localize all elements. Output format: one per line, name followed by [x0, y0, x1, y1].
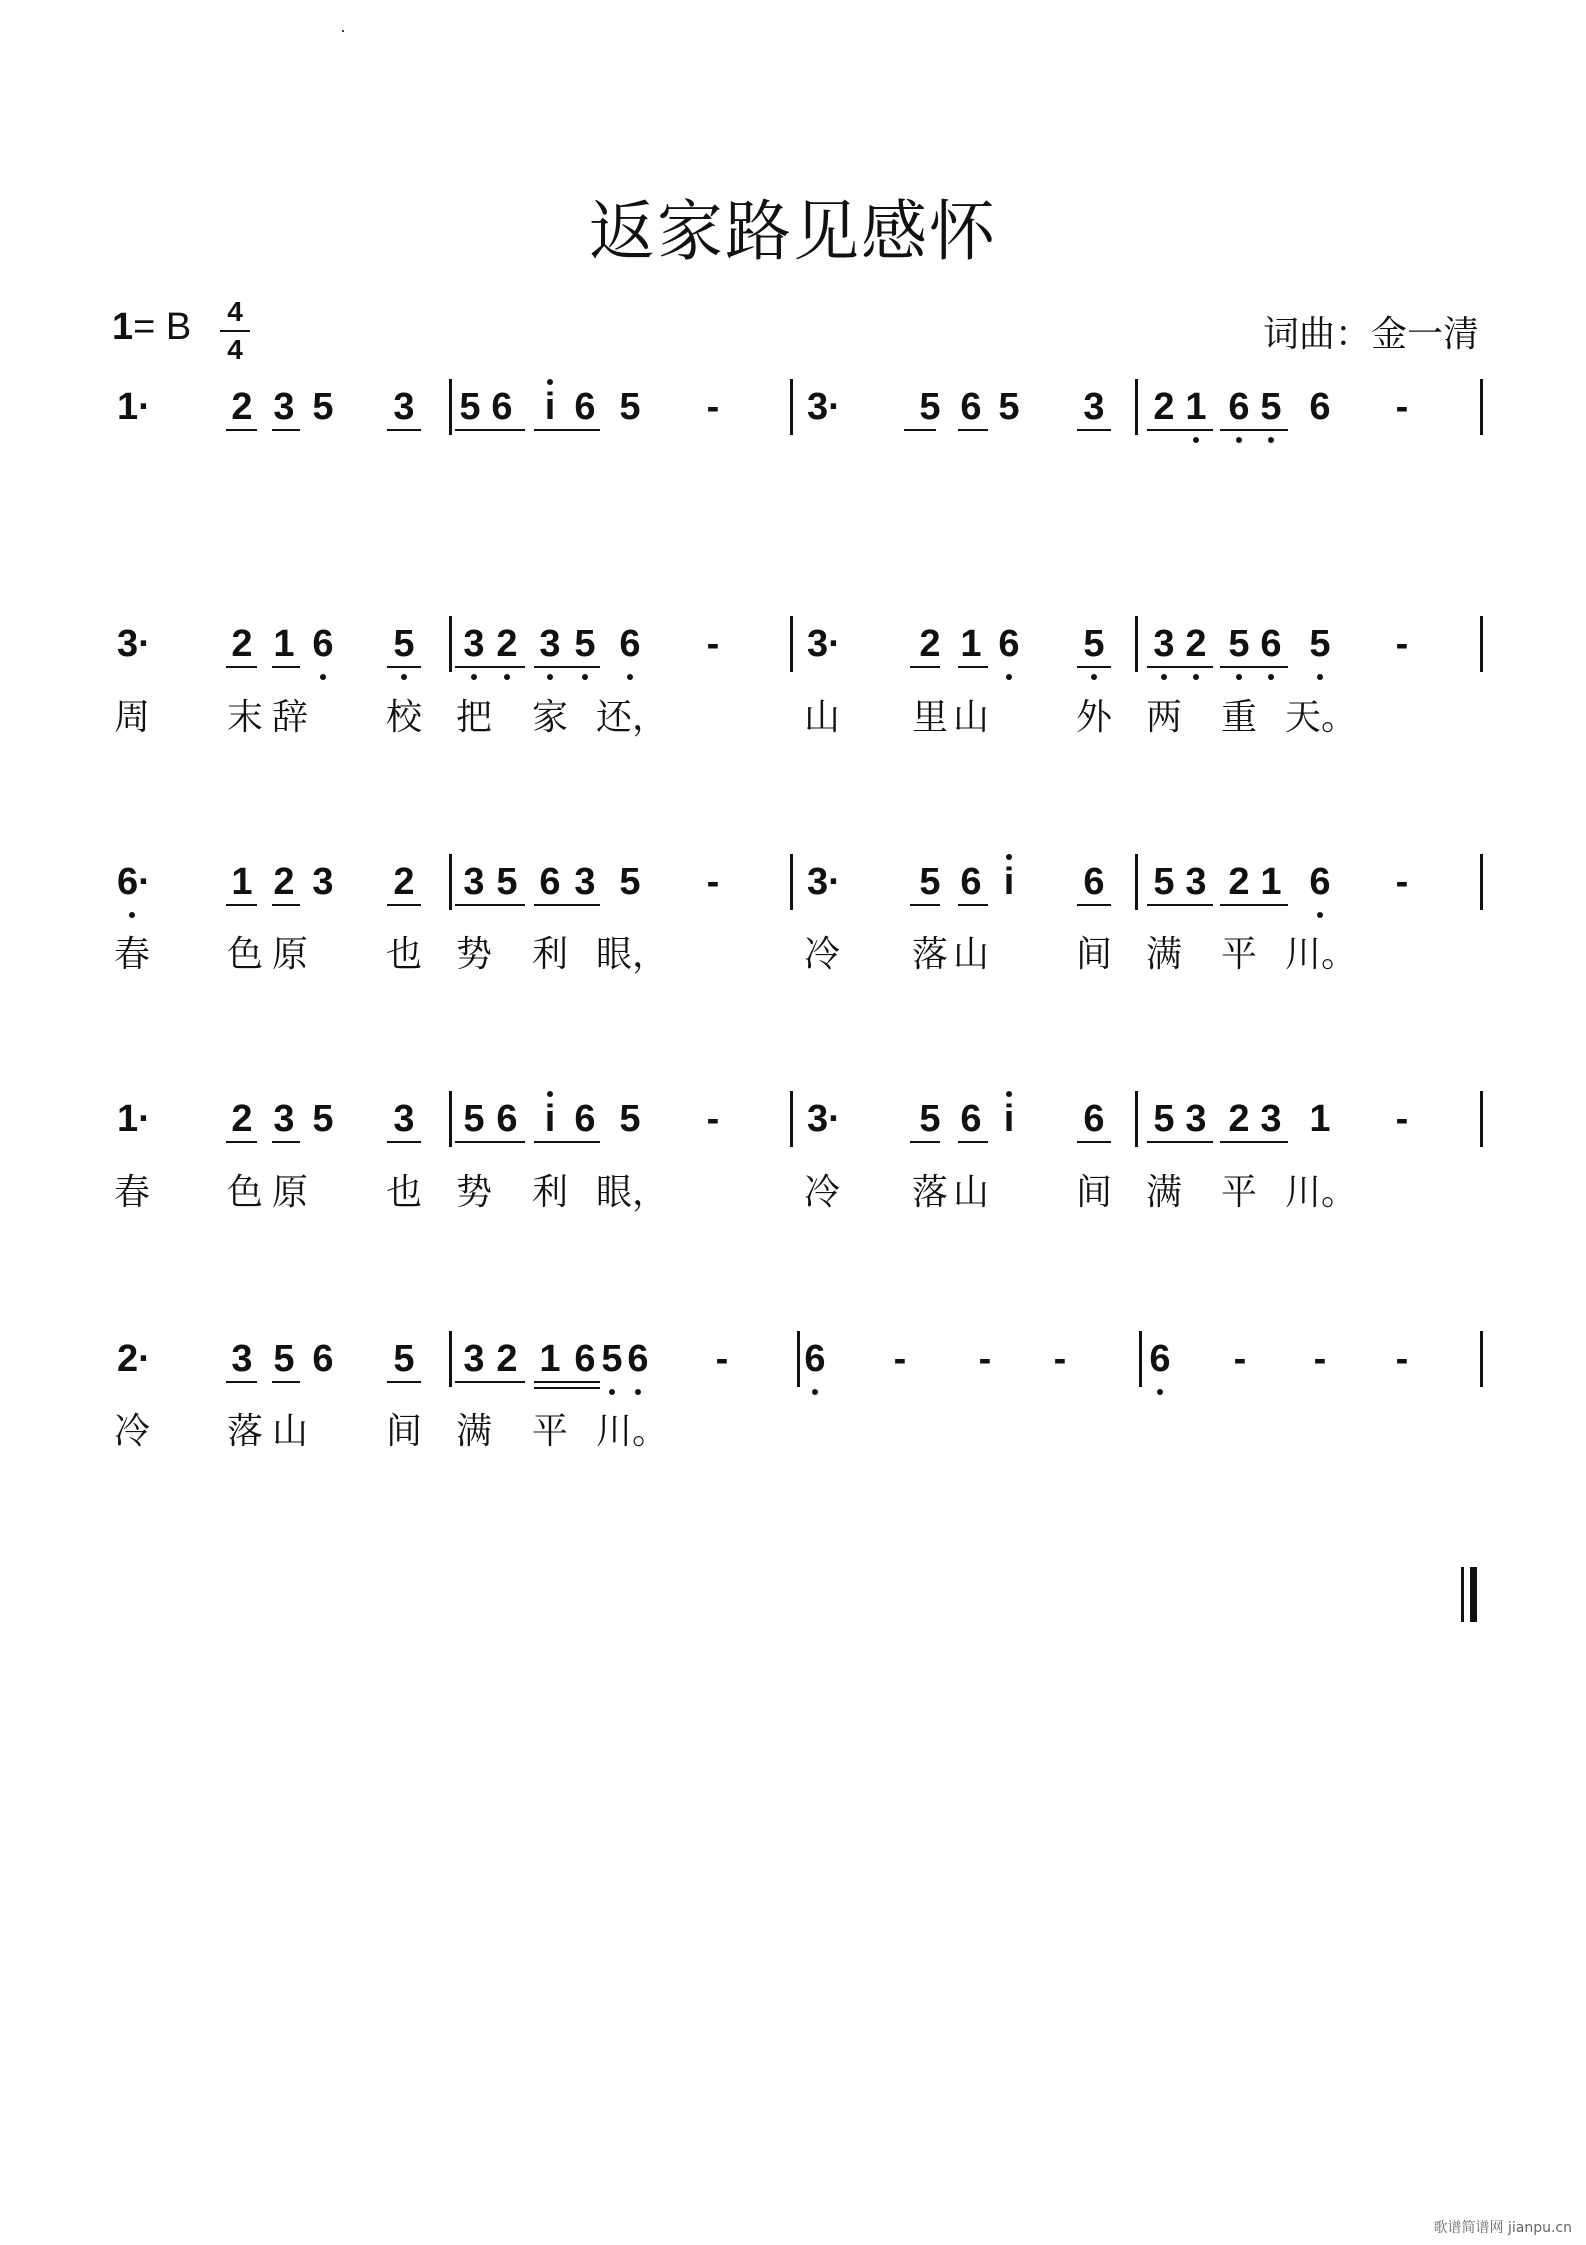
- barline: [797, 1331, 800, 1387]
- underline: [226, 429, 257, 431]
- dash-note: -: [1053, 1338, 1067, 1380]
- scan-speck: [342, 30, 344, 32]
- low-octave-dot: [1236, 437, 1242, 443]
- lyric-syllable: 间: [1075, 1172, 1112, 1213]
- note: 3: [1153, 623, 1175, 665]
- note: 6: [1309, 861, 1331, 903]
- lyric-syllable: 周: [113, 697, 150, 738]
- note: 6: [574, 386, 596, 428]
- score-system: [0, 1097, 1586, 1157]
- note: 1·: [117, 386, 151, 428]
- dash-note: -: [1395, 623, 1409, 665]
- underline: [534, 1141, 600, 1143]
- underline: [1147, 1141, 1213, 1143]
- note: 3: [463, 1338, 485, 1380]
- lyric-syllable: 满: [1145, 1172, 1182, 1213]
- low-octave-dot: [504, 674, 510, 680]
- lyric-syllable: 眼，: [596, 1172, 669, 1213]
- note: 5: [919, 386, 941, 428]
- note: 1: [1260, 861, 1282, 903]
- underline: [1220, 1141, 1288, 1143]
- key-equals: =: [133, 306, 156, 348]
- note: 5: [619, 861, 641, 903]
- note: 5: [459, 386, 481, 428]
- lyric-syllable: 山: [803, 697, 840, 738]
- score-system: [0, 385, 1586, 445]
- note: 5: [619, 386, 641, 428]
- underline: [534, 1381, 600, 1383]
- note: 3·: [117, 623, 151, 665]
- note: 2: [393, 861, 415, 903]
- lyric-syllable: 势: [455, 934, 492, 975]
- low-octave-dot: [609, 1389, 615, 1395]
- lyric-syllable: 色: [226, 1172, 263, 1213]
- note: 6: [1260, 623, 1282, 665]
- note: 5: [496, 861, 518, 903]
- note: 1: [539, 1338, 561, 1380]
- note: 6: [998, 623, 1020, 665]
- barline: [449, 854, 452, 910]
- note: 1: [1309, 1098, 1331, 1140]
- time-signature: [220, 296, 250, 366]
- dash-note: -: [1313, 1338, 1327, 1380]
- low-octave-dot: [1157, 1389, 1163, 1395]
- lyric-syllable: 也: [385, 934, 422, 975]
- underline: [387, 1381, 421, 1383]
- dash-note: -: [1233, 1338, 1247, 1380]
- underline: [534, 904, 600, 906]
- underline: [910, 904, 940, 906]
- barline: [449, 616, 452, 672]
- underline: [534, 1387, 600, 1389]
- key-one: 1: [112, 306, 134, 348]
- note: 5: [393, 1338, 415, 1380]
- barline: [790, 379, 793, 435]
- key-signature: [112, 306, 191, 349]
- barline: [1480, 1091, 1483, 1147]
- high-octave-dot: [1006, 1091, 1012, 1097]
- note: 5: [619, 1098, 641, 1140]
- lyric-syllable: 落: [226, 1411, 263, 1452]
- lyric-syllable: 校: [385, 697, 422, 738]
- lyric-syllable: 川。: [596, 1411, 669, 1452]
- lyric-syllable: 冷: [803, 1172, 840, 1213]
- song-title: 返家路见感怀: [589, 193, 997, 270]
- note: 3: [312, 861, 334, 903]
- note: 3: [463, 861, 485, 903]
- note: 6: [619, 623, 641, 665]
- lyric-syllable: 利: [531, 934, 568, 975]
- lyric-syllable: 平: [1220, 934, 1257, 975]
- note: 6: [960, 386, 982, 428]
- underline: [272, 666, 300, 668]
- lyric-syllable: 落: [911, 934, 948, 975]
- note: 5: [1153, 861, 1175, 903]
- underline: [455, 429, 525, 431]
- underline: [910, 666, 940, 668]
- note: 2: [496, 623, 518, 665]
- barline: [1135, 616, 1138, 672]
- underline: [455, 904, 525, 906]
- barline: [449, 379, 452, 435]
- underline: [904, 429, 936, 431]
- low-octave-dot: [812, 1389, 818, 1395]
- note: 5: [574, 623, 596, 665]
- note: 6: [491, 386, 513, 428]
- dash-note: -: [1395, 1098, 1409, 1140]
- underline: [958, 904, 988, 906]
- barline: [1480, 379, 1483, 435]
- note: 5: [393, 623, 415, 665]
- note: 5: [998, 386, 1020, 428]
- underline: [958, 429, 988, 431]
- note: 6: [496, 1098, 518, 1140]
- final-barline-thin: [1461, 1567, 1464, 1622]
- note: 2: [1185, 623, 1207, 665]
- barline: [449, 1091, 452, 1147]
- lyric-syllable: 家: [531, 697, 568, 738]
- note: 6: [1083, 1098, 1105, 1140]
- low-octave-dot: [1236, 674, 1242, 680]
- note: 3: [231, 1338, 253, 1380]
- low-octave-dot: [627, 674, 633, 680]
- note: 2: [496, 1338, 518, 1380]
- note: 6: [1309, 386, 1331, 428]
- note: 3: [1260, 1098, 1282, 1140]
- dash-note: -: [706, 623, 720, 665]
- lyric-syllable: 把: [455, 697, 492, 738]
- note: 5: [463, 1098, 485, 1140]
- note: 3·: [807, 861, 841, 903]
- underline: [455, 666, 525, 668]
- underline: [455, 1141, 525, 1143]
- dash-note: -: [1395, 386, 1409, 428]
- key-tonic: B: [165, 306, 192, 348]
- low-octave-dot: [129, 912, 135, 918]
- underline: [534, 666, 600, 668]
- lyric-syllable: 山: [271, 1411, 308, 1452]
- lyric-syllable: 也: [385, 1172, 422, 1213]
- note: 2: [273, 861, 295, 903]
- note: 3·: [807, 623, 841, 665]
- underline: [1077, 1141, 1111, 1143]
- lyric-syllable: 原: [271, 934, 308, 975]
- underline: [387, 904, 421, 906]
- barline: [1480, 1331, 1483, 1387]
- note: 1: [273, 623, 295, 665]
- note: i: [1003, 861, 1015, 903]
- barline: [449, 1331, 452, 1387]
- underline: [272, 429, 300, 431]
- high-octave-dot: [547, 1091, 553, 1097]
- underline: [910, 1141, 940, 1143]
- dash-note: -: [715, 1338, 729, 1380]
- low-octave-dot: [1091, 674, 1097, 680]
- dash-note: -: [1395, 861, 1409, 903]
- note: 6: [312, 623, 334, 665]
- note: 5: [601, 1338, 623, 1380]
- note: 2: [1228, 861, 1250, 903]
- barline: [1480, 854, 1483, 910]
- lyric-syllable: 春: [113, 934, 150, 975]
- lyric-syllable: 两: [1145, 697, 1182, 738]
- lyric-syllable: 冷: [803, 934, 840, 975]
- note: 6: [312, 1338, 334, 1380]
- note: 1·: [117, 1098, 151, 1140]
- note: 3: [273, 1098, 295, 1140]
- note: 5: [919, 1098, 941, 1140]
- low-octave-dot: [635, 1389, 641, 1395]
- low-octave-dot: [1317, 912, 1323, 918]
- lyric-syllable: 利: [531, 1172, 568, 1213]
- note: 3: [393, 386, 415, 428]
- watermark: 歌谱简谱网 jianpu.cn: [1433, 2220, 1572, 2236]
- low-octave-dot: [1317, 674, 1323, 680]
- note: i: [544, 386, 556, 428]
- lyric-syllable: 外: [1075, 697, 1112, 738]
- note: 6: [574, 1338, 596, 1380]
- note: 5: [1153, 1098, 1175, 1140]
- note: 3: [393, 1098, 415, 1140]
- note: 3: [1185, 861, 1207, 903]
- underline: [958, 1141, 988, 1143]
- note: 6: [1149, 1338, 1171, 1380]
- lyric-syllable: 冷: [113, 1411, 150, 1452]
- underline: [1077, 429, 1111, 431]
- low-octave-dot: [547, 674, 553, 680]
- low-octave-dot: [1161, 674, 1167, 680]
- low-octave-dot: [582, 674, 588, 680]
- lyric-syllable: 里: [911, 697, 948, 738]
- note: 6: [1228, 386, 1250, 428]
- underline: [226, 904, 257, 906]
- note: 3: [1185, 1098, 1207, 1140]
- underline: [387, 666, 421, 668]
- lyric-syllable: 满: [455, 1411, 492, 1452]
- note: 6: [804, 1338, 826, 1380]
- note: 2: [231, 623, 253, 665]
- lyric-syllable: 山: [952, 1172, 989, 1213]
- dash-note: -: [1395, 1338, 1409, 1380]
- barline: [1135, 854, 1138, 910]
- note: 2·: [117, 1338, 151, 1380]
- final-barline-thick: [1470, 1567, 1477, 1622]
- dash-note: -: [706, 1098, 720, 1140]
- underline: [455, 1381, 525, 1383]
- lyric-syllable: 色: [226, 934, 263, 975]
- time-numerator: 4: [227, 296, 243, 327]
- underline: [1147, 666, 1213, 668]
- lyric-syllable: 眼，: [596, 934, 669, 975]
- note: 6·: [117, 861, 151, 903]
- lyric-syllable: 平: [531, 1411, 568, 1452]
- note: 3: [574, 861, 596, 903]
- barline: [1135, 1091, 1138, 1147]
- note: 2: [919, 623, 941, 665]
- low-octave-dot: [1268, 674, 1274, 680]
- low-octave-dot: [471, 674, 477, 680]
- underline: [272, 1141, 300, 1143]
- lyric-syllable: 重: [1220, 697, 1257, 738]
- lyric-syllable: 川。: [1285, 934, 1358, 975]
- composer-credit: 词曲：金一清: [1262, 314, 1479, 355]
- lyric-syllable: 山: [952, 934, 989, 975]
- lyric-syllable: 间: [385, 1411, 422, 1452]
- underline: [226, 666, 257, 668]
- note: 2: [1153, 386, 1175, 428]
- note: 5: [273, 1338, 295, 1380]
- lyric-syllable: 辞: [271, 697, 308, 738]
- underline: [226, 1381, 257, 1383]
- underline: [1220, 666, 1288, 668]
- lyric-syllable: 末: [226, 697, 263, 738]
- note: 3·: [807, 1098, 841, 1140]
- barline: [790, 854, 793, 910]
- time-denominator: 4: [227, 334, 243, 365]
- lyric-syllable: 势: [455, 1172, 492, 1213]
- barline: [1135, 379, 1138, 435]
- note: i: [1003, 1098, 1015, 1140]
- note: 2: [1228, 1098, 1250, 1140]
- underline: [387, 429, 421, 431]
- note: 5: [1083, 623, 1105, 665]
- underline: [1147, 904, 1213, 906]
- note: 6: [1083, 861, 1105, 903]
- lyric-syllable: 平: [1220, 1172, 1257, 1213]
- note: 3: [539, 623, 561, 665]
- score-system: [0, 860, 1586, 920]
- barline: [790, 1091, 793, 1147]
- lyric-syllable: 还，: [596, 697, 669, 738]
- note: 5: [312, 386, 334, 428]
- underline: [226, 1141, 257, 1143]
- note: 1: [960, 623, 982, 665]
- barline: [1480, 616, 1483, 672]
- note: 5: [312, 1098, 334, 1140]
- lyric-syllable: 满: [1145, 934, 1182, 975]
- low-octave-dot: [401, 674, 407, 680]
- high-octave-dot: [547, 379, 553, 385]
- lyric-syllable: 落: [911, 1172, 948, 1213]
- note: 6: [627, 1338, 649, 1380]
- note: 6: [539, 861, 561, 903]
- underline: [534, 429, 600, 431]
- underline: [272, 1381, 300, 1383]
- lyric-syllable: 原: [271, 1172, 308, 1213]
- low-octave-dot: [1268, 437, 1274, 443]
- barline: [1139, 1331, 1142, 1387]
- underline: [1220, 904, 1288, 906]
- note: 5: [1309, 623, 1331, 665]
- note: 6: [960, 1098, 982, 1140]
- underline: [387, 1141, 421, 1143]
- score-system: [0, 1337, 1586, 1397]
- underline: [272, 904, 300, 906]
- note: 1: [1185, 386, 1207, 428]
- low-octave-dot: [1193, 437, 1199, 443]
- note: 3·: [807, 386, 841, 428]
- lyric-syllable: 天。: [1285, 697, 1358, 738]
- dash-note: -: [893, 1338, 907, 1380]
- note: 1: [231, 861, 253, 903]
- note: 3: [1083, 386, 1105, 428]
- lyric-syllable: 川。: [1285, 1172, 1358, 1213]
- lyric-syllable: 山: [952, 697, 989, 738]
- note: 6: [574, 1098, 596, 1140]
- dash-note: -: [978, 1338, 992, 1380]
- underline: [1077, 904, 1111, 906]
- underline: [1220, 429, 1288, 431]
- low-octave-dot: [320, 674, 326, 680]
- underline: [1147, 429, 1213, 431]
- note: 5: [1228, 623, 1250, 665]
- note: 3: [273, 386, 295, 428]
- high-octave-dot: [1006, 854, 1012, 860]
- note: 2: [231, 1098, 253, 1140]
- note: 5: [919, 861, 941, 903]
- note: 5: [1260, 386, 1282, 428]
- low-octave-dot: [1006, 674, 1012, 680]
- note: 2: [231, 386, 253, 428]
- score-system: [0, 622, 1586, 682]
- barline: [790, 616, 793, 672]
- underline: [958, 666, 988, 668]
- dash-note: -: [706, 386, 720, 428]
- lyric-syllable: 春: [113, 1172, 150, 1213]
- low-octave-dot: [1193, 674, 1199, 680]
- time-signature-line: [220, 330, 250, 332]
- dash-note: -: [706, 861, 720, 903]
- note: i: [544, 1098, 556, 1140]
- lyric-syllable: 间: [1075, 934, 1112, 975]
- underline: [1077, 666, 1111, 668]
- note: 3: [463, 623, 485, 665]
- note: 6: [960, 861, 982, 903]
